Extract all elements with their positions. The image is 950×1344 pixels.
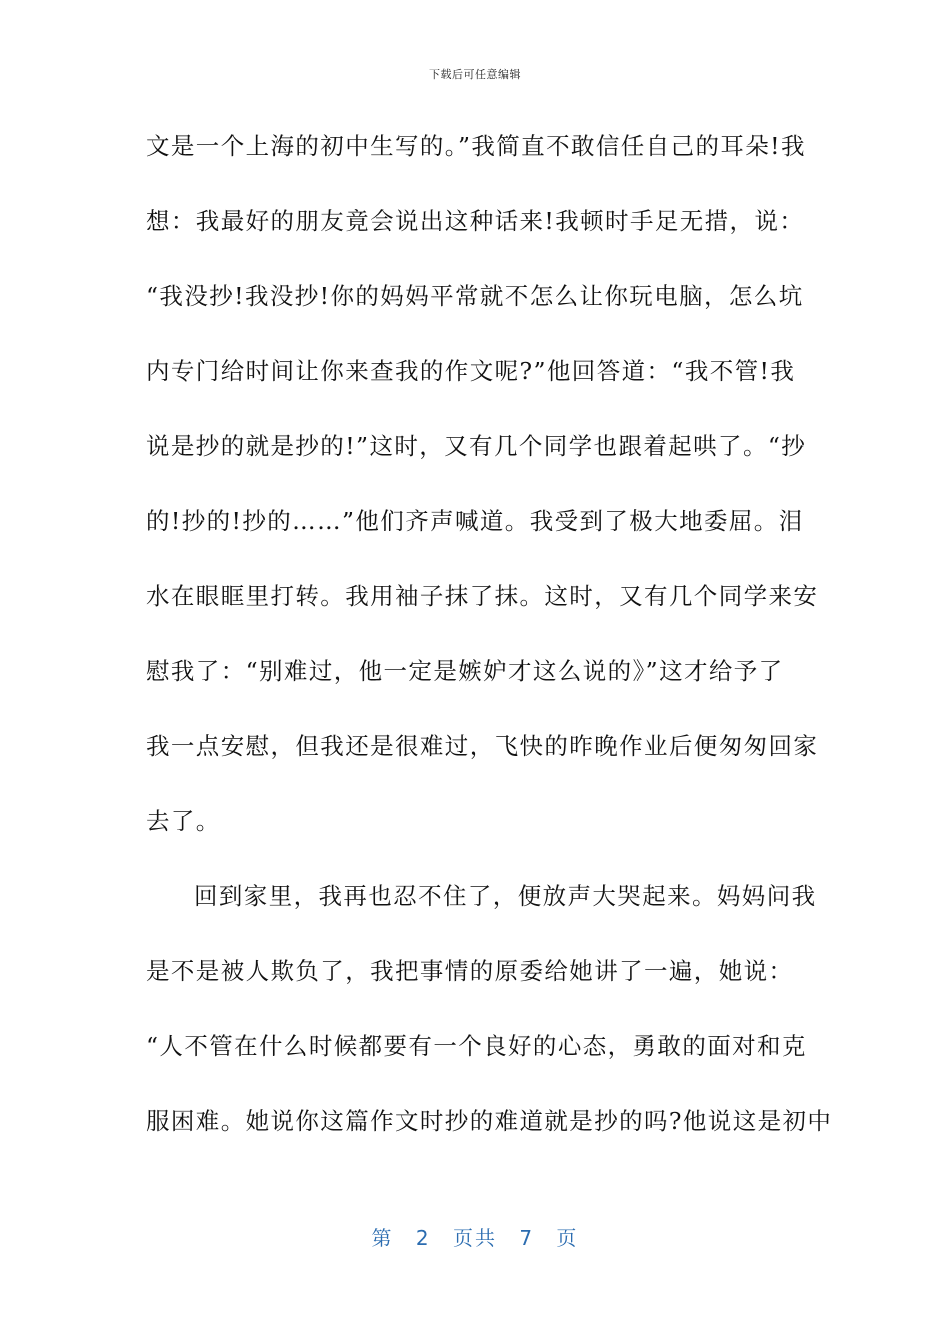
- text-line: 我一点安慰，但我还是很难过，飞快的昨晚作业后便匆匆回家: [146, 732, 819, 760]
- paragraph-start-line: 回到家里，我再也忍不住了，便放声大哭起来。妈妈问我: [194, 882, 817, 910]
- text-line: 慰我了：“别难过，他一定是嫉妒才这么说的》”这才给予了: [146, 657, 784, 685]
- text-line: 去了。: [146, 807, 221, 835]
- text-line: 说是抄的就是抄的!”这时，又有几个同学也跟着起哄了。“抄: [146, 432, 807, 460]
- text-line: “我没抄!我没抄!你的妈妈平常就不怎么让你玩电脑，怎么坑: [146, 282, 804, 310]
- document-body: [146, 121, 833, 1171]
- text-line: 的!抄的!抄的……”他们齐声喊道。我受到了极大地委屈。泪: [146, 507, 804, 535]
- text-line: 想：我最好的朋友竟会说出这种话来!我顿时手足无措，说：: [146, 207, 805, 235]
- text-line: 是不是被人欺负了，我把事情的原委给她讲了一遍，她说：: [146, 957, 794, 985]
- text-line: 内专门给时间让你来查我的作文呢?”他回答道：“我不管!我: [146, 357, 796, 385]
- page-number-footer: 第 2 页共 7 页: [371, 1226, 579, 1250]
- text-line: “人不管在什么时候都要有一个良好的心态，勇敢的面对和克: [146, 1032, 807, 1060]
- page-header: 下载后可任意编辑: [429, 68, 521, 81]
- text-line: 服困难。她说你这篇作文时抄的难道就是抄的吗?他说这是初中: [146, 1107, 833, 1135]
- text-line: 水在眼眶里打转。我用袖子抹了抹。这时，又有几个同学来安: [146, 582, 819, 610]
- text-line: 文是一个上海的初中生写的。”我简直不敢信任自己的耳朵!我: [146, 132, 806, 160]
